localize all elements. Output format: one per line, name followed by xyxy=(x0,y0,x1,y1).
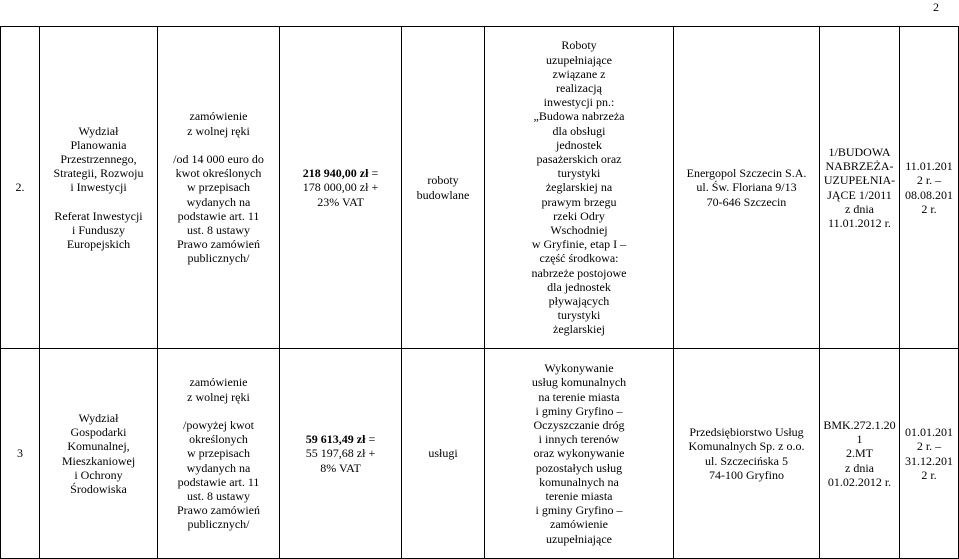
contract-number: BMK.272.1.201 2.MT z dnia 01.02.2012 r. xyxy=(820,349,900,559)
amount-gross: 218 940,00 zł xyxy=(302,166,369,181)
contractor: Przedsiębiorstwo Usług Komunalnych Sp. z o.o. ul. Szczecińska 5 74-100 Gryfino xyxy=(674,349,820,559)
contract-number: 1/BUDOWA NABRZEŻA- UZUPEŁNIA- JĄCE 1/2011 z dnia 11.01.2012 r. xyxy=(820,27,900,349)
contract-subject: Wykonywanie usług komunalnych na terenie miasta i gminy Gryfino – Oczyszczanie dróg i innych terenów oraz wykonywanie pozostałych usług komunalnych na terenie miasta i gminy Gryfino – zamówienie uzupełniające xyxy=(485,349,674,559)
amount-breakdown: = 178 000,00 zł + 23% VAT xyxy=(302,166,379,209)
contract-subject: Roboty uzupełniające związane z realizacją inwestycji pn.: „Budowa nabrzeża dla obsługi jednostek pasażerskich oraz turystyki żeglarskiej na prawym brzegu rzeki Odry Wschodniej w Gryfinie, etap I – część środkowa: nabrzeże postojowe dla jednostek pływających turystyki żeglarskiej xyxy=(485,27,674,349)
contractor: Energopol Szczecin S.A. ul. Św. Floriana 9/13 70-646 Szczecin xyxy=(674,27,820,349)
procurement-mode: zamówienie z wolnej ręki /od 14 000 euro do kwot określonych w przepisach wydanych na podstawie art. 11 ust. 8 ustawy Prawo zamówień publicznych/ xyxy=(158,27,280,349)
page-number: 2 xyxy=(933,0,939,14)
row-number: 2. xyxy=(1,27,40,349)
organizational-unit: Wydział Planowania Przestrzennego, Strategii, Rozwoju i Inwestycji Referat Inwestycji i Funduszy Europejskich xyxy=(40,27,158,349)
contract-amount xyxy=(280,349,402,559)
organizational-unit: Wydział Gospodarki Komunalnej, Mieszkaniowej i Ochrony Środowiska xyxy=(40,349,158,559)
contract-type: usługi xyxy=(402,349,485,559)
procurement-mode: zamówienie z wolnej ręki /powyżej kwot określonych w przepisach wydanych na podstawie art. 11 ust. 8 ustawy Prawo zamówień publicznych/ xyxy=(158,349,280,559)
contract-period: 01.01.2012 r. – 31.12.2012 r. xyxy=(900,349,959,559)
row-number: 3 xyxy=(1,349,40,559)
contract-type: roboty budowlane xyxy=(402,27,485,349)
contract-period: 11.01.2012 r. – 08.08.2012 r. xyxy=(900,27,959,349)
amount-breakdown: = 55 197,68 zł + 8% VAT xyxy=(305,432,376,475)
contract-amount xyxy=(280,27,402,349)
table-row xyxy=(1,349,959,559)
contracts-table xyxy=(0,26,959,559)
amount-gross: 59 613,49 zł xyxy=(305,432,366,447)
table-row xyxy=(1,27,959,349)
